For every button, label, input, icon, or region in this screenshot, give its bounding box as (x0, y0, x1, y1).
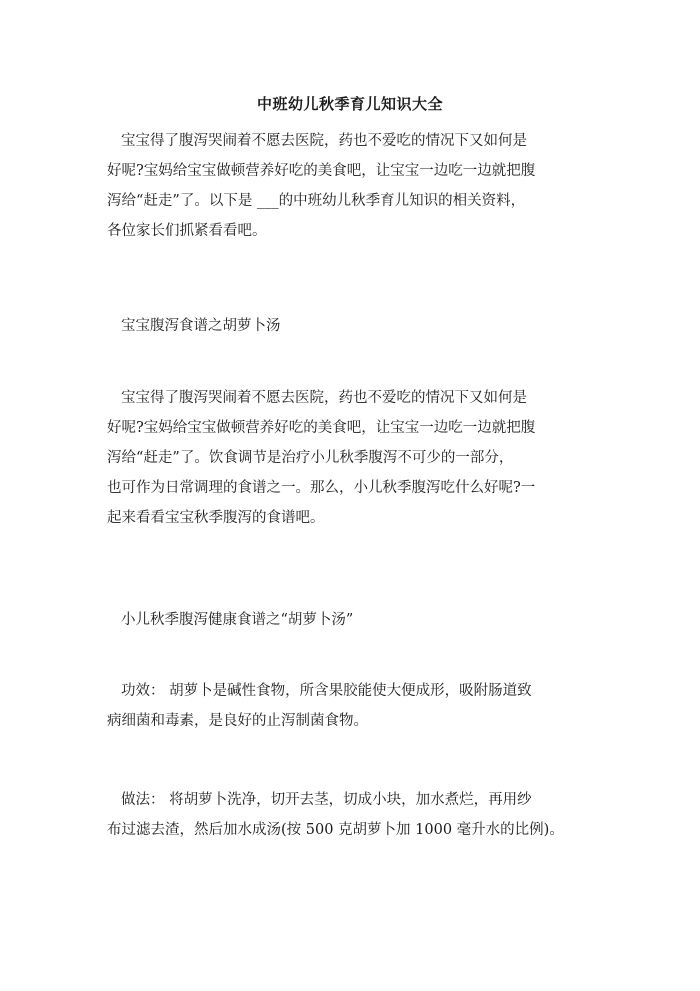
efficacy-paragraph (107, 676, 597, 736)
paragraph-line: 宝宝得了腹泻哭闹着不愿去医院，药也不爱吃的情况下又如何是 (121, 133, 527, 149)
document-title: 中班幼儿秋季育儿知识大全 (256, 95, 443, 113)
paragraph-line: 布过滤去渣，然后加水成汤(按 500 克胡萝卜加 1000 毫升水的比例)。 (107, 822, 564, 838)
paragraph-line: 功效： 胡萝卜是碱性食物，所含果胶能使大便成形，吸附肠道致 (121, 683, 532, 699)
paragraph-line: 泻给“赶走”了。以下是 ___的中班幼儿秋季育儿知识的相关资料， (107, 193, 526, 209)
paragraph-line: 好呢?宝妈给宝宝做顿营养好吃的美食吧，让宝宝一边吃一边就把腹 (107, 163, 536, 179)
paragraph-line: 也可作为日常调理的食谱之一。那么，小儿秋季腹泻吃什么好呢?一 (107, 480, 536, 496)
method-paragraph (107, 785, 597, 845)
paragraph-line: 好呢?宝妈给宝宝做顿营养好吃的美食吧，让宝宝一边吃一边就把腹 (107, 420, 536, 436)
paragraph-line: 做法： 将胡萝卜洗净，切开去茎，切成小块，加水煮烂，再用纱 (121, 792, 532, 808)
recipe-heading: 小儿秋季腹泻健康食谱之“胡萝卜汤” (121, 612, 354, 628)
body-paragraph (107, 383, 597, 533)
paragraph-line: 起来看看宝宝秋季腹泻的食谱吧。 (107, 510, 325, 526)
intro-paragraph (107, 126, 597, 246)
paragraph-line: 泻给“赶走”了。饮食调节是治疗小儿秋季腹泻不可少的一部分， (107, 450, 514, 466)
paragraph-line: 病细菌和毒素，是良好的止泻制菌食物。 (107, 713, 368, 729)
paragraph-line: 各位家长们抓紧看看吧。 (107, 223, 267, 239)
section-heading: 宝宝腹泻食谱之胡萝卜汤 (121, 318, 281, 334)
paragraph-line: 宝宝得了腹泻哭闹着不愿去医院，药也不爱吃的情况下又如何是 (121, 390, 527, 406)
